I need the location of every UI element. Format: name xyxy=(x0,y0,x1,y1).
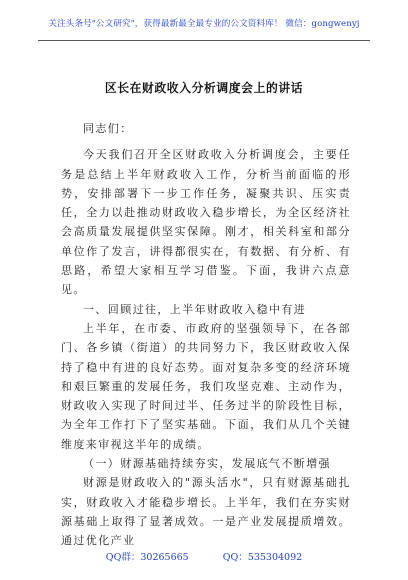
footer-qq-group: QQ群：30265665 xyxy=(105,552,189,563)
body-paragraph: 上半年，在市委、市政府的坚强领导下，在各部门、各乡镇（街道）的共同努力下，我区财政收入保持了稳中有进的良好态势。面对复杂多变的经济环境和艰巨繁重的发展任务，我们攻坚克难、主动作为，财政收入实现了时间过半、任务过半的阶段性目标，为全年工作打下了坚实基础。下面，我们从几个关键维度来审视这半年的成绩。 xyxy=(61,321,351,451)
document-title: 区长在财政收入分析调度会上的讲话 xyxy=(104,81,304,95)
body-paragraph: 财源是财政收入的"源头活水"，只有财源基础扎实，财政收入才能稳步增长。上半年，我们在夯实财源基础上取得了显著成效。一是产业发展提质增效。通过优化产业 xyxy=(61,476,351,548)
header-divider xyxy=(38,40,370,41)
document-body xyxy=(61,119,351,551)
section-heading: 一、回顾过往，上半年财政收入稳中有进 xyxy=(83,302,307,316)
header-promo-note: 关注头条号"公文研究"，获得最新最全最专业的公文资料库！ 微信：gongwenyj xyxy=(48,19,360,29)
footer-contact xyxy=(0,549,408,563)
subsection-heading: （一）财源基础持续夯实，发展底气不断增强 xyxy=(83,457,331,471)
footer-qq-number: QQ：535304092 xyxy=(222,552,303,563)
salutation: 同志们： xyxy=(83,122,133,135)
body-paragraph: 今天我们召开全区财政收入分析调度会，主要任务是总结上半年财政收入工作，分析当前面临的形势，安排部署下一步工作任务，凝聚共识、压实责任，全力以赴推动财政收入稳步增长，为全区经济社会高质量发展提供坚实保障。刚才，相关科室和部分单位作了发言，讲得都很实在，有数据、有分析、有思路，希望大家相互学习借鉴。下面，我讲六点意见。 xyxy=(61,148,351,297)
